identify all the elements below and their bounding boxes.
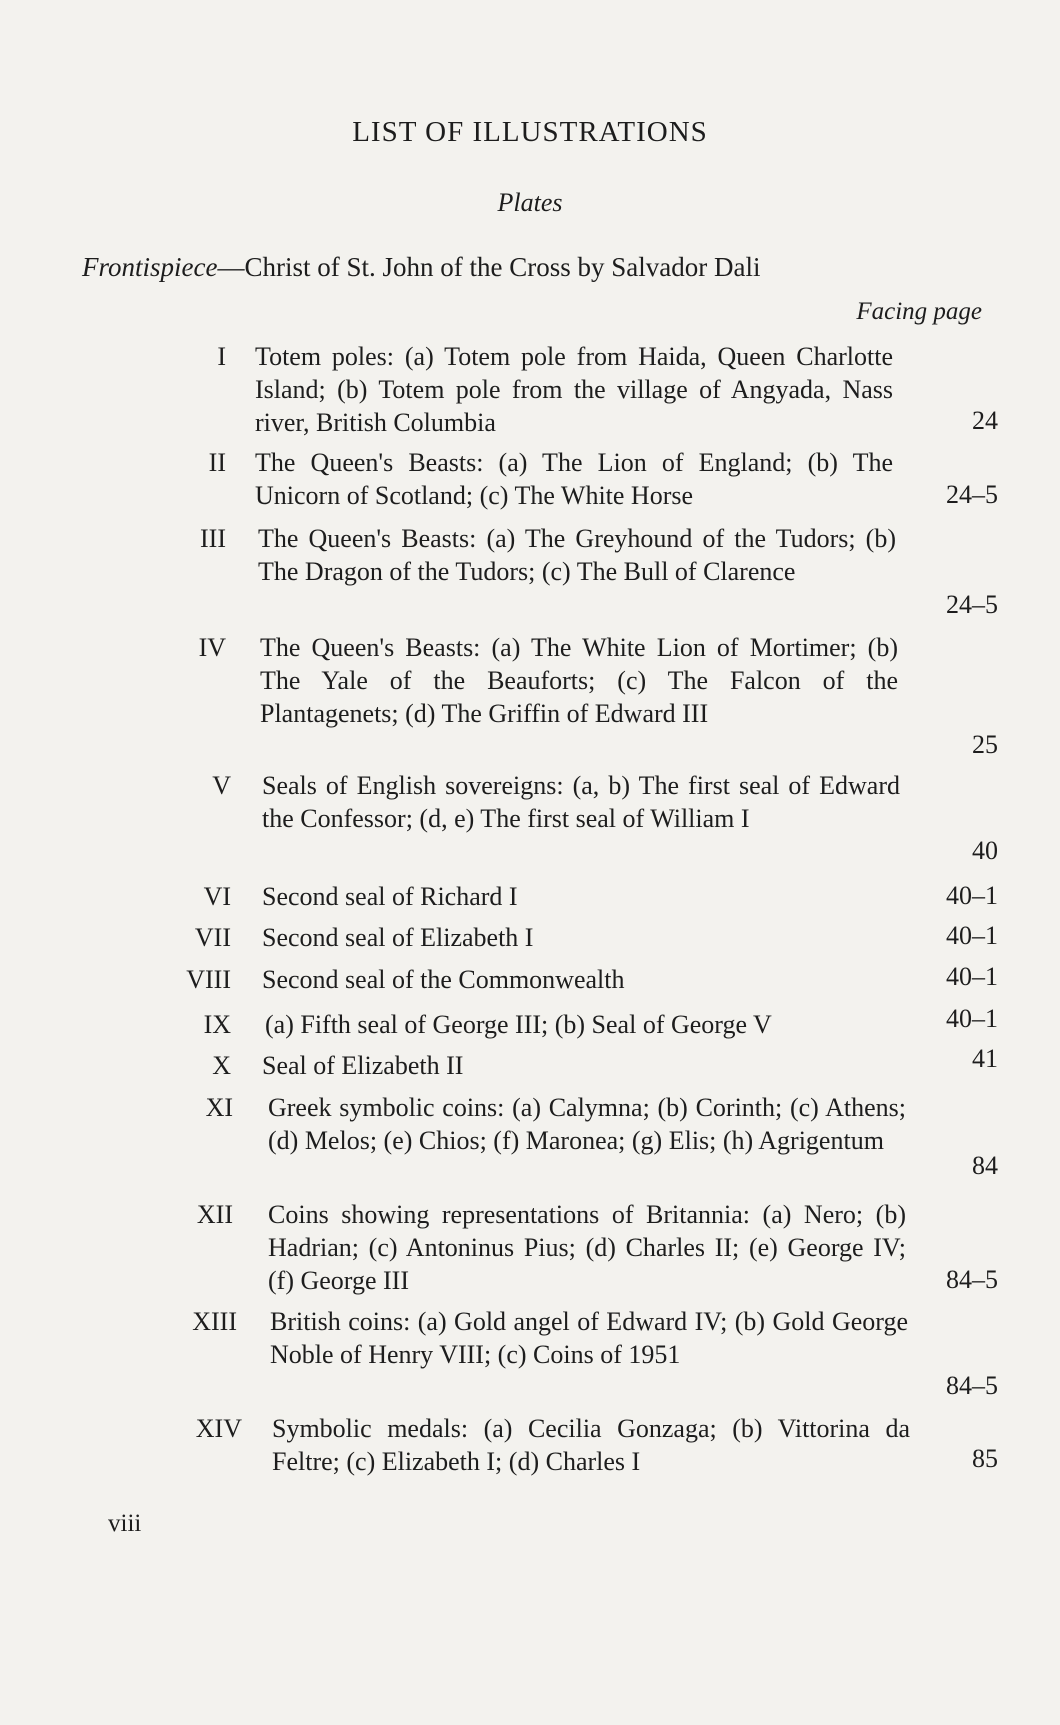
plate-page: 40–1 (946, 962, 998, 991)
plate-page: 84–5 (946, 1265, 998, 1294)
plate-description: Coins showing representations of Britannia: (a) Nero; (b) Hadrian; (c) Antoninus Pius; (d) Charles II; (e) George IV; (f) George III (268, 1200, 906, 1295)
plate-page: 24 (972, 406, 998, 435)
plate-description: Symbolic medals: (a) Cecilia Gonzaga; (b) Vittorina da Feltre; (c) Elizabeth I; (d) Charles I (272, 1414, 910, 1476)
plate-page: 40 (972, 836, 998, 865)
frontispiece-text: —Christ of St. John of the Cross by Salvador Dali (217, 252, 761, 282)
plate-number: V (212, 771, 231, 800)
plate-description: The Queen's Beasts: (a) The White Lion of Mortimer; (b) The Yale of the Beauforts; (c) The Falcon of the Plantagenets; (d) The Griffin of Edward III (260, 633, 898, 728)
plate-description: Second seal of the Commonwealth (262, 965, 625, 994)
plate-description: Totem poles: (a) Totem pole from Haida, Queen Charlotte Island; (b) Totem pole from the village of Angyada, Nass river, British Columbia (255, 342, 893, 437)
plate-description: (a) Fifth seal of George III; (b) Seal of George V (265, 1010, 772, 1039)
plate-page: 24–5 (946, 590, 998, 619)
plate-description: Second seal of Elizabeth I (262, 923, 534, 952)
plate-page: 84–5 (946, 1371, 998, 1400)
plate-description: Seal of Elizabeth II (262, 1051, 464, 1080)
plate-number: X (212, 1051, 231, 1080)
plate-number: VII (194, 923, 231, 952)
frontispiece-line (82, 252, 982, 283)
plate-page: 41 (972, 1044, 998, 1073)
plate-number: IX (203, 1010, 231, 1039)
plate-page: 40–1 (946, 1004, 998, 1033)
plate-page: 24–5 (946, 480, 998, 509)
plate-page: 40–1 (946, 921, 998, 950)
plate-number: I (217, 342, 226, 371)
plate-number: VIII (186, 965, 231, 994)
plate-number: VI (203, 882, 231, 911)
plate-number: III (200, 524, 226, 553)
page-number: viii (108, 1510, 142, 1537)
section-subtitle: Plates (497, 188, 563, 217)
page-title: LIST OF ILLUSTRATIONS (352, 116, 708, 148)
plate-description: Greek symbolic coins: (a) Calymna; (b) Corinth; (c) Athens; (d) Melos; (e) Chios; (f) Maronea; (g) Elis; (h) Agrigentum (268, 1093, 906, 1155)
plate-number: XIII (192, 1307, 237, 1336)
plate-number: XIV (195, 1414, 242, 1443)
frontispiece-label: Frontispiece (82, 252, 218, 282)
plate-description: The Queen's Beasts: (a) The Greyhound of the Tudors; (b) The Dragon of the Tudors; (c) The Bull of Clarence (258, 524, 896, 586)
plate-description: The Queen's Beasts: (a) The Lion of England; (b) The Unicorn of Scotland; (c) The White Horse (255, 448, 893, 510)
plate-page: 25 (972, 730, 998, 759)
plate-page: 85 (972, 1444, 998, 1473)
plate-page: 40–1 (946, 881, 998, 910)
plate-description: Seals of English sovereigns: (a, b) The first seal of Edward the Confessor; (d, e) The first seal of William I (262, 771, 900, 833)
plate-page: 84 (972, 1151, 998, 1180)
plate-description: Second seal of Richard I (262, 882, 518, 911)
plate-number: XI (205, 1093, 233, 1122)
plate-description: British coins: (a) Gold angel of Edward IV; (b) Gold George Noble of Henry VIII; (c) Coins of 1951 (270, 1307, 908, 1369)
plate-number: XII (196, 1200, 233, 1229)
plate-number: IV (198, 633, 226, 662)
plate-number: II (208, 448, 226, 477)
facing-page-heading: Facing page (856, 298, 982, 325)
